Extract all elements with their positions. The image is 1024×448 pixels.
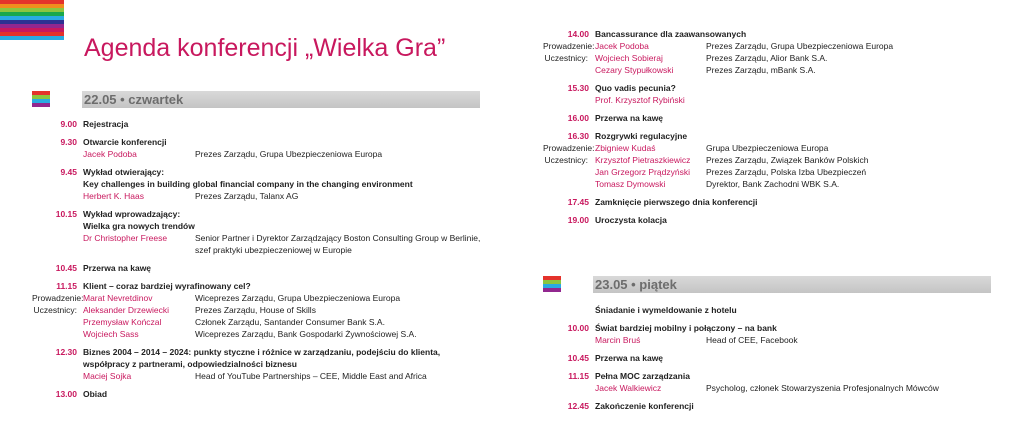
agenda-line [544,28,1014,40]
speaker-name: Wojciech Sass [83,329,139,339]
speaker-name: Maciej Sojka [83,371,132,381]
speaker-name: Dr Christopher Freese [83,233,168,243]
agenda-item [544,304,1014,316]
agenda-item [34,166,494,202]
agenda-title: Bancassurance dla zaawansowanych [595,29,747,39]
agenda-item [544,112,1014,124]
agenda-title: Pełna MOC zarządzania [595,371,690,381]
agenda-title: Przerwa na kawę [595,113,664,123]
agenda-item [544,400,1014,412]
speaker-line [544,52,1014,64]
speaker-name: Przemysław Kończal [83,317,162,327]
agenda-line [544,304,1014,316]
agenda-line [34,220,494,232]
agenda-time: 9.30 [60,137,77,147]
speaker-line [34,370,494,382]
speaker-name: Jacek Podoba [83,149,137,159]
agenda-title: Rozgrywki regulacyjne [595,131,688,141]
agenda-title: Zakończenie konferencji [595,401,694,411]
agenda-line [34,136,494,148]
speaker-line [544,64,1014,76]
agenda-item [544,130,1014,190]
agenda-line [34,388,494,400]
speaker-affiliation: Dyrektor, Bank Zachodni WBK S.A. [706,179,840,189]
speaker-name: Jacek Walkiewicz [595,383,662,393]
speaker-name: Marat Nevretdinov [83,293,153,303]
agenda-item [544,322,1014,346]
stripe [0,36,64,40]
agenda-item [34,346,494,382]
agenda-item [34,208,494,256]
speaker-line [544,142,1014,154]
agenda-title: współpracy z partnerami, odpowiedzialności biznesu [83,359,297,369]
page-title: Agenda konferencji „Wielka Gra” [84,34,446,62]
agenda-title: Zamknięcie pierwszego dnia konferencji [595,197,758,207]
speaker-line [34,244,494,256]
speaker-line [544,334,1014,346]
agenda-line [34,118,494,130]
agenda-title: Rejestracja [83,119,129,129]
day1-schedule [34,118,494,406]
agenda-time: 14.00 [567,29,589,39]
agenda-item [544,196,1014,208]
agenda-title: Wielka gra nowych trendów [83,221,195,231]
agenda-time: 11.15 [56,281,77,291]
speaker-affiliation: Prezes Zarządu, Alior Bank S.A. [706,53,828,63]
agenda-item [544,370,1014,394]
agenda-time: 13.00 [55,389,77,399]
speaker-affiliation: Prezes Zarządu, mBank S.A. [706,65,816,75]
speaker-affiliation: Senior Partner i Dyrektor Zarządzający Boston Consulting Group w Berlinie, [195,233,481,243]
agenda-time: 10.45 [55,263,77,273]
agenda-time: 16.00 [567,113,589,123]
agenda-item [34,388,494,400]
speaker-role: Uczestnicy: [544,155,588,165]
speaker-name: Jacek Podoba [595,41,649,51]
speaker-affiliation: Prezes Zarządu, Grupa Ubezpieczeniowa Europa [706,41,894,51]
speaker-affiliation: Członek Zarządu, Santander Consumer Bank S.A. [195,317,385,327]
speaker-name: Cezary Stypułkowski [595,65,674,75]
agenda-time: 10.45 [567,353,589,363]
speaker-affiliation: Prezes Zarządu, Grupa Ubezpieczeniowa Europa [195,149,383,159]
agenda-line [544,112,1014,124]
agenda-time: 11.15 [568,371,589,381]
agenda-line [34,166,494,178]
speaker-line [544,40,1014,52]
stripe [32,103,50,107]
agenda-time: 12.45 [567,401,589,411]
speaker-affiliation: Head of CEE, Facebook [706,335,798,345]
agenda-title: Śniadanie i wymeldowanie z hotelu [595,305,737,315]
speaker-line [34,328,494,340]
agenda-line [34,262,494,274]
speaker-affiliation: Prezes Zarządu, Talanx AG [195,191,299,201]
agenda-line [544,322,1014,334]
stripe [543,288,561,292]
agenda-time: 19.00 [567,215,589,225]
agenda-line [544,196,1014,208]
agenda-title: Obiad [83,389,108,399]
speaker-role: Uczestnicy: [33,305,77,315]
agenda-item [544,352,1014,364]
speaker-line [34,292,494,304]
speaker-name: Jan Grzegorz Prądzyński [595,167,690,177]
agenda-time: 9.00 [60,119,77,129]
speaker-line [34,148,494,160]
agenda-time: 9.45 [60,167,77,177]
agenda-time: 15.30 [567,83,589,93]
speaker-line [34,190,494,202]
agenda-title: Biznes 2004 – 2014 – 2024: punkty styczne i różnice w zarządzaniu, podejściu do klienta, [83,347,441,357]
speaker-line [544,154,1014,166]
decorative-stripes-day2 [543,276,561,292]
speaker-name: Zbigniew Kudaś [595,143,656,153]
agenda-title: Otwarcie konferencji [83,137,167,147]
agenda-title: Key challenges in building global financial company in the changing environment [83,179,413,189]
agenda-line [34,208,494,220]
speaker-role: Prowadzenie: [543,41,595,51]
agenda-item [544,82,1014,106]
speaker-affiliation: Head of YouTube Partnerships – CEE, Middle East and Africa [195,371,427,381]
agenda-line [34,358,494,370]
agenda-line [544,370,1014,382]
agenda-item [34,262,494,274]
speaker-name: Aleksander Drzewiecki [83,305,169,315]
agenda-title: Świat bardziej mobilny i połączony – na bank [595,323,777,333]
agenda-title: Klient – coraz bardziej wyrafinowany cel? [83,281,251,291]
speaker-affiliation: Prezes Zarządu, Polska Izba Ubezpieczeń [706,167,867,177]
day1-header: 22.05 • czwartek [82,91,480,108]
speaker-role: Prowadzenie: [543,143,595,153]
speaker-line [544,94,1014,106]
agenda-time: 16.30 [567,131,589,141]
agenda-title: Przerwa na kawę [83,263,152,273]
agenda-line [34,178,494,190]
agenda-line [544,400,1014,412]
speaker-affiliation: Prezes Zarządu, House of Skills [195,305,316,315]
agenda-item [544,214,1014,226]
speaker-line [34,316,494,328]
agenda-time: 10.15 [55,209,77,219]
agenda-item [34,280,494,340]
speaker-affiliation: Wiceprezes Zarządu, Bank Gospodarki Żywnościowej S.A. [195,329,417,339]
agenda-line [34,346,494,358]
speaker-affiliation: Psycholog, członek Stowarzyszenia Profesjonalnych Mówców [706,383,939,393]
agenda-title: Wykład otwierający: [83,167,165,177]
speaker-name: Krzysztof Pietraszkiewicz [595,155,691,165]
agenda-line [544,352,1014,364]
speaker-name: Tomasz Dymowski [595,179,666,189]
speaker-line [544,178,1014,190]
speaker-name: Wojciech Sobieraj [595,53,663,63]
agenda-title: Uroczysta kolacja [595,215,667,225]
speaker-line [544,382,1014,394]
day1-afternoon-schedule [544,28,1014,232]
agenda-line [544,130,1014,142]
agenda-time: 17.45 [567,197,589,207]
speaker-line [34,304,494,316]
agenda-title: Przerwa na kawę [595,353,664,363]
agenda-title: Quo vadis pecunia? [595,83,676,93]
decorative-stripes-day1 [32,91,50,107]
speaker-affiliation: szef praktyki ubezpieczeniowej w Europie [195,245,352,255]
speaker-line [34,232,494,244]
speaker-affiliation: Prezes Zarządu, Związek Banków Polskich [706,155,869,165]
agenda-time: 10.00 [567,323,589,333]
agenda-time: 12.30 [55,347,77,357]
day2-schedule [544,304,1014,418]
speaker-role: Uczestnicy: [544,53,588,63]
agenda-line [544,214,1014,226]
decorative-stripes-top [0,0,64,40]
speaker-name: Marcin Bruś [595,335,641,345]
speaker-line [544,166,1014,178]
agenda-title: Wykład wprowadzający: [83,209,181,219]
speaker-affiliation: Wiceprezes Zarządu, Grupa Ubezpieczeniowa Europa [195,293,401,303]
speaker-name: Prof. Krzysztof Rybiński [595,95,685,105]
agenda-line [544,82,1014,94]
day2-header: 23.05 • piątek [593,276,991,293]
agenda-line [34,280,494,292]
agenda-item [544,28,1014,76]
agenda-item [34,118,494,130]
speaker-affiliation: Grupa Ubezpieczeniowa Europa [706,143,829,153]
speaker-name: Herbert K. Haas [83,191,144,201]
agenda-item [34,136,494,160]
speaker-role: Prowadzenie: [32,293,84,303]
